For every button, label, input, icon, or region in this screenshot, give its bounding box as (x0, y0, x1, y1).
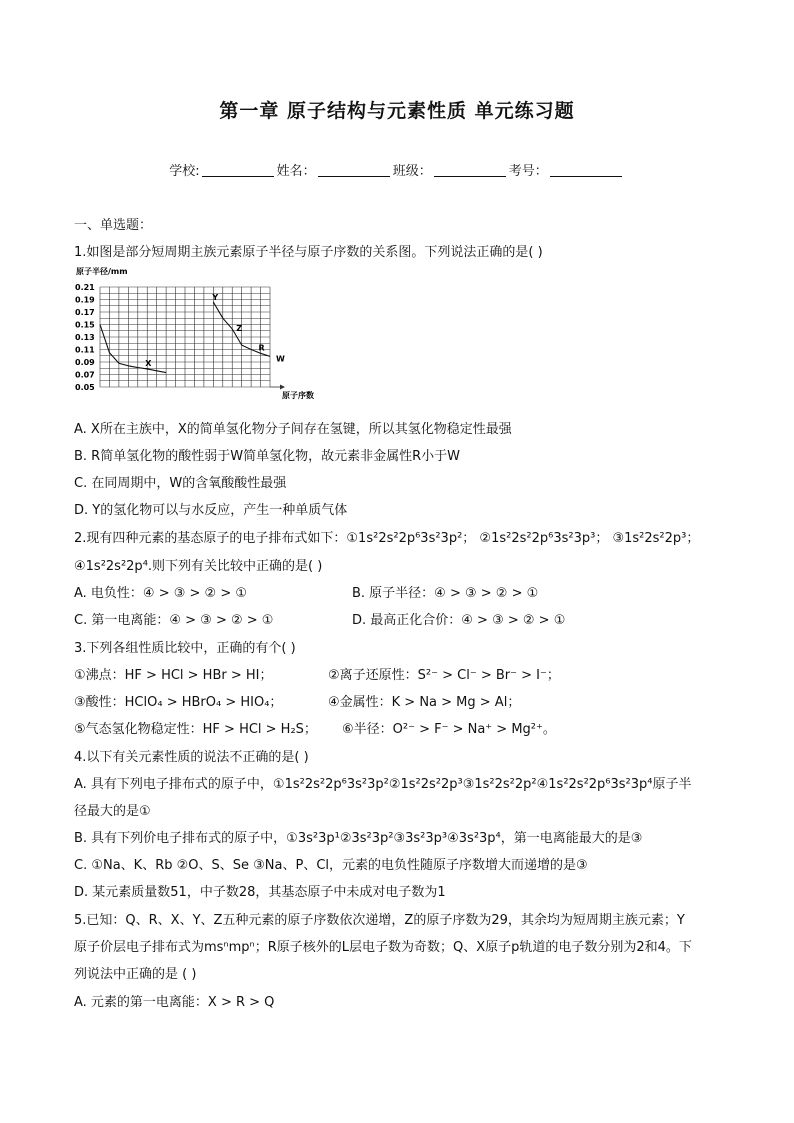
x-axis-arrow (280, 385, 285, 390)
q4-option-a-line1: A. 具有下列电子排布式的原子中，①1s²2s²2p⁶3s²3p²②1s²2s²2p³③1s²2s²2p²④1s²2s²2p⁶3s²3p⁴原子半 (74, 777, 692, 792)
exam-number-blank[interactable] (550, 162, 622, 177)
q2-option-a: A. 电负性：④ > ③ > ② > ① (74, 586, 248, 601)
q4-option-a-line2: 径最大的是① (74, 804, 151, 819)
q3-item-3: ③酸性：HClO₄ > HBrO₄ > HIO₄； (74, 695, 283, 710)
student-info-line (0, 160, 794, 179)
y-tick-label: 0.15 (75, 320, 95, 330)
y-tick-label: 0.07 (75, 370, 95, 380)
point-label-w: W (276, 354, 285, 364)
point-label-r: R (258, 343, 265, 353)
y-tick-label: 0.13 (75, 333, 95, 342)
q3-item-1: ①沸点：HF > HCl > HBr > HI； (74, 668, 273, 683)
q5-option-a: A. 元素的第一电离能：X > R > Q (74, 995, 275, 1010)
q1-stem: 1.如图是部分短周期主族元素原子半径与原子序数的关系图。下列说法正确的是( ) (74, 245, 543, 260)
section-heading: 一、单选题： (74, 218, 153, 233)
y-tick-label: 0.09 (75, 358, 95, 367)
q2-stem-line2: ④1s²2s²2p⁴.则下列有关比较中正确的是( ) (74, 559, 323, 574)
y-tick-label: 0.19 (75, 295, 95, 305)
q2-option-c: C. 第一电离能：④ > ③ > ② > ① (74, 613, 274, 628)
point-label-y: Y (212, 293, 219, 302)
name-label: 姓名： (276, 164, 316, 179)
q5-stem-line1: 5.已知：Q、R、X、Y、Z五种元素的原子序数依次递增，Z的原子序数为29，其余均为短周期主族元素；Y (74, 913, 685, 928)
q3-item-6: ⑥半径：O²⁻ > F⁻ > Na⁺ > Mg²⁺。 (342, 722, 556, 737)
point-label-x: X (145, 358, 152, 368)
q1-option-c: C. 在同周期中，W的含氧酸酸性最强 (74, 476, 287, 491)
q4-option-b: B. 具有下列价电子排布式的原子中，①3s²3p¹②3s²3p²③3s²3p³④3s²3p⁴，第一电离能最大的是③ (74, 831, 643, 846)
name-blank[interactable] (318, 162, 390, 177)
radius-chart-svg (74, 265, 334, 405)
school-label: 学校: (169, 164, 200, 179)
q1-option-a: A. X所在主族中，X的简单氢化物分子间存在氢键，所以其氢化物稳定性最强 (74, 422, 512, 437)
exam-number-label: 考号： (508, 164, 548, 179)
y-tick-label: 0.05 (75, 383, 95, 392)
y-tick-label: 0.11 (75, 345, 95, 355)
q3-item-2: ②离子还原性：S²⁻ > Cl⁻ > Br⁻ > I⁻； (328, 668, 560, 683)
q5-stem-line2: 原子价层电子排布式为msⁿmpⁿ；R原子核外的L层电子数为奇数；Q、X原子p轨道的电子数分别为2和4。下 (74, 940, 692, 955)
chart-ylabel: 原子半径/mm (76, 267, 128, 276)
q5-stem-line3: 列说法中正确的是 ( ) (74, 967, 197, 982)
q1-option-d: D. Y的氢化物可以与水反应，产生一种单质气体 (74, 503, 348, 518)
q3-item-4: ④金属性：K > Na > Mg > Al； (328, 695, 521, 710)
q4-option-c: C. ①Na、K、Rb ②O、S、Se ③Na、P、Cl，元素的电负性随原子序数增大而递增的是③ (74, 858, 588, 873)
q3-stem: 3.下列各组性质比较中，正确的有个( ) (74, 641, 296, 656)
y-tick-label: 0.21 (75, 283, 95, 292)
radius-chart (74, 265, 334, 405)
chart-xlabel: 原子序数 (282, 391, 314, 400)
q2-option-d: D. 最高正化合价：④ > ③ > ② > ① (352, 613, 566, 628)
q4-option-d: D. 某元素质量数51，中子数28，其基态原子中未成对电子数为1 (74, 885, 446, 900)
point-label-z: Z (236, 323, 243, 333)
series-line-1 (100, 325, 166, 373)
y-tick-label: 0.17 (75, 308, 95, 317)
q3-item-5: ⑤气态氢化物稳定性：HF > HCl > H₂S； (74, 722, 317, 737)
school-blank[interactable] (202, 162, 274, 177)
q2-option-b: B. 原子半径：④ > ③ > ② > ① (352, 586, 539, 601)
class-blank[interactable] (434, 162, 506, 177)
q1-option-b: B. R简单氢化物的酸性弱于W简单氢化物，故元素非金属性R小于W (74, 449, 460, 464)
q2-stem-line1: 2.现有四种元素的基态原子的电子排布式如下：①1s²2s²2p⁶3s²3p²； ②1s²2s²2p⁶3s²3p³； ③1s²2s²2p³； (74, 531, 700, 546)
q4-stem: 4.以下有关元素性质的说法不正确的是( ) (74, 750, 309, 765)
document-title: 第一章 原子结构与元素性质 单元练习题 (219, 100, 575, 122)
class-label: 班级： (392, 164, 432, 179)
